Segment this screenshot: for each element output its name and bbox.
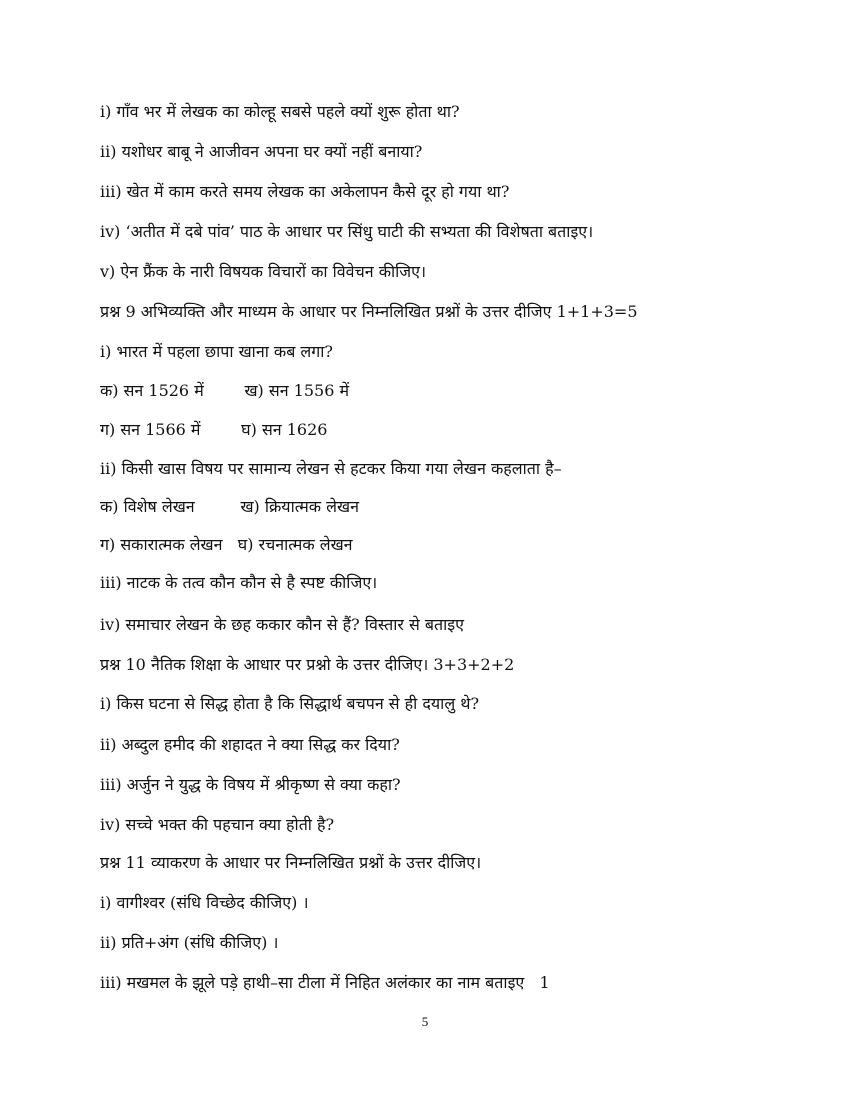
question-8-i: i) गाँव भर में लेखक का कोल्हू सबसे पहले क्यों शुरू होता था?	[100, 102, 460, 121]
question-11-ii: ii) प्रति+अंग (संधि कीजिए) ।	[100, 933, 279, 952]
question-10-i: i) किस घटना से सिद्ध होता है कि सिद्धार्थ बचपन से ही दयालु थे?	[100, 694, 480, 713]
question-9-iii: iii) नाटक के तत्व कौन कौन से है स्पष्ट कीजिए।	[100, 573, 378, 592]
question-9-i-options-2: ग) सन 1566 में घ) सन 1626	[100, 420, 328, 439]
question-8-iv: iv) ‘अतीत में दबे पांव’ पाठ के आधार पर सिंधु घाटी की सभ्यता की विशेषता बताइए।	[100, 222, 594, 241]
question-9-i: i) भारत में पहला छापा खाना कब लगा?	[100, 342, 334, 361]
question-11-i: i) वागीश्वर (संधि विच्छेद कीजिए) ।	[100, 893, 309, 912]
question-10-heading: प्रश्न 10 नैतिक शिक्षा के आधार पर प्रश्नो के उत्तर दीजिए। 3+3+2+2	[100, 655, 515, 674]
page-number: 5	[421, 1014, 429, 1029]
question-8-ii: ii) यशोधर बाबू ने आजीवन अपना घर क्यों नहीं बनाया?	[100, 142, 423, 161]
question-9-ii: ii) किसी खास विषय पर सामान्य लेखन से हटकर किया गया लेखन कहलाता है–	[100, 459, 562, 478]
question-11-iii: iii) मखमल के झूले पड़े हाथी–सा टीला में निहित अलंकार का नाम बताइए 1	[100, 973, 550, 992]
question-9-ii-options-2: ग) सकारात्मक लेखन घ) रचनात्मक लेखन	[100, 535, 353, 554]
question-11-heading: प्रश्न 11 व्याकरण के आधार पर निम्नलिखित प्रश्नों के उत्तर दीजिए।	[100, 853, 482, 872]
question-9-heading: प्रश्न 9 अभिव्यक्ति और माध्यम के आधार पर निम्नलिखित प्रश्नों के उत्तर दीजिए 1+1+3=5	[100, 302, 638, 321]
question-9-iv: iv) समाचार लेखन के छह ककार कौन से हैं? विस्तार से बताइए	[100, 615, 464, 634]
question-10-ii: ii) अब्दुल हमीद की शहादत ने क्या सिद्ध कर दिया?	[100, 735, 400, 754]
question-9-i-options-1: क) सन 1526 में ख) सन 1556 में	[100, 381, 350, 400]
question-9-ii-options-1: क) विशेष लेखन ख) क्रियात्मक लेखन	[100, 497, 359, 516]
question-10-iv: iv) सच्चे भक्त की पहचान क्या होती है?	[100, 815, 335, 834]
question-10-iii: iii) अर्जुन ने युद्ध के विषय में श्रीकृष्ण से क्या कहा?	[100, 775, 401, 794]
question-8-iii: iii) खेत में काम करते समय लेखक का अकेलापन कैसे दूर हो गया था?	[100, 182, 510, 201]
question-8-v: v) ऐन फ्रैंक के नारी विषयक विचारों का विवेचन कीजिए।	[100, 262, 427, 281]
